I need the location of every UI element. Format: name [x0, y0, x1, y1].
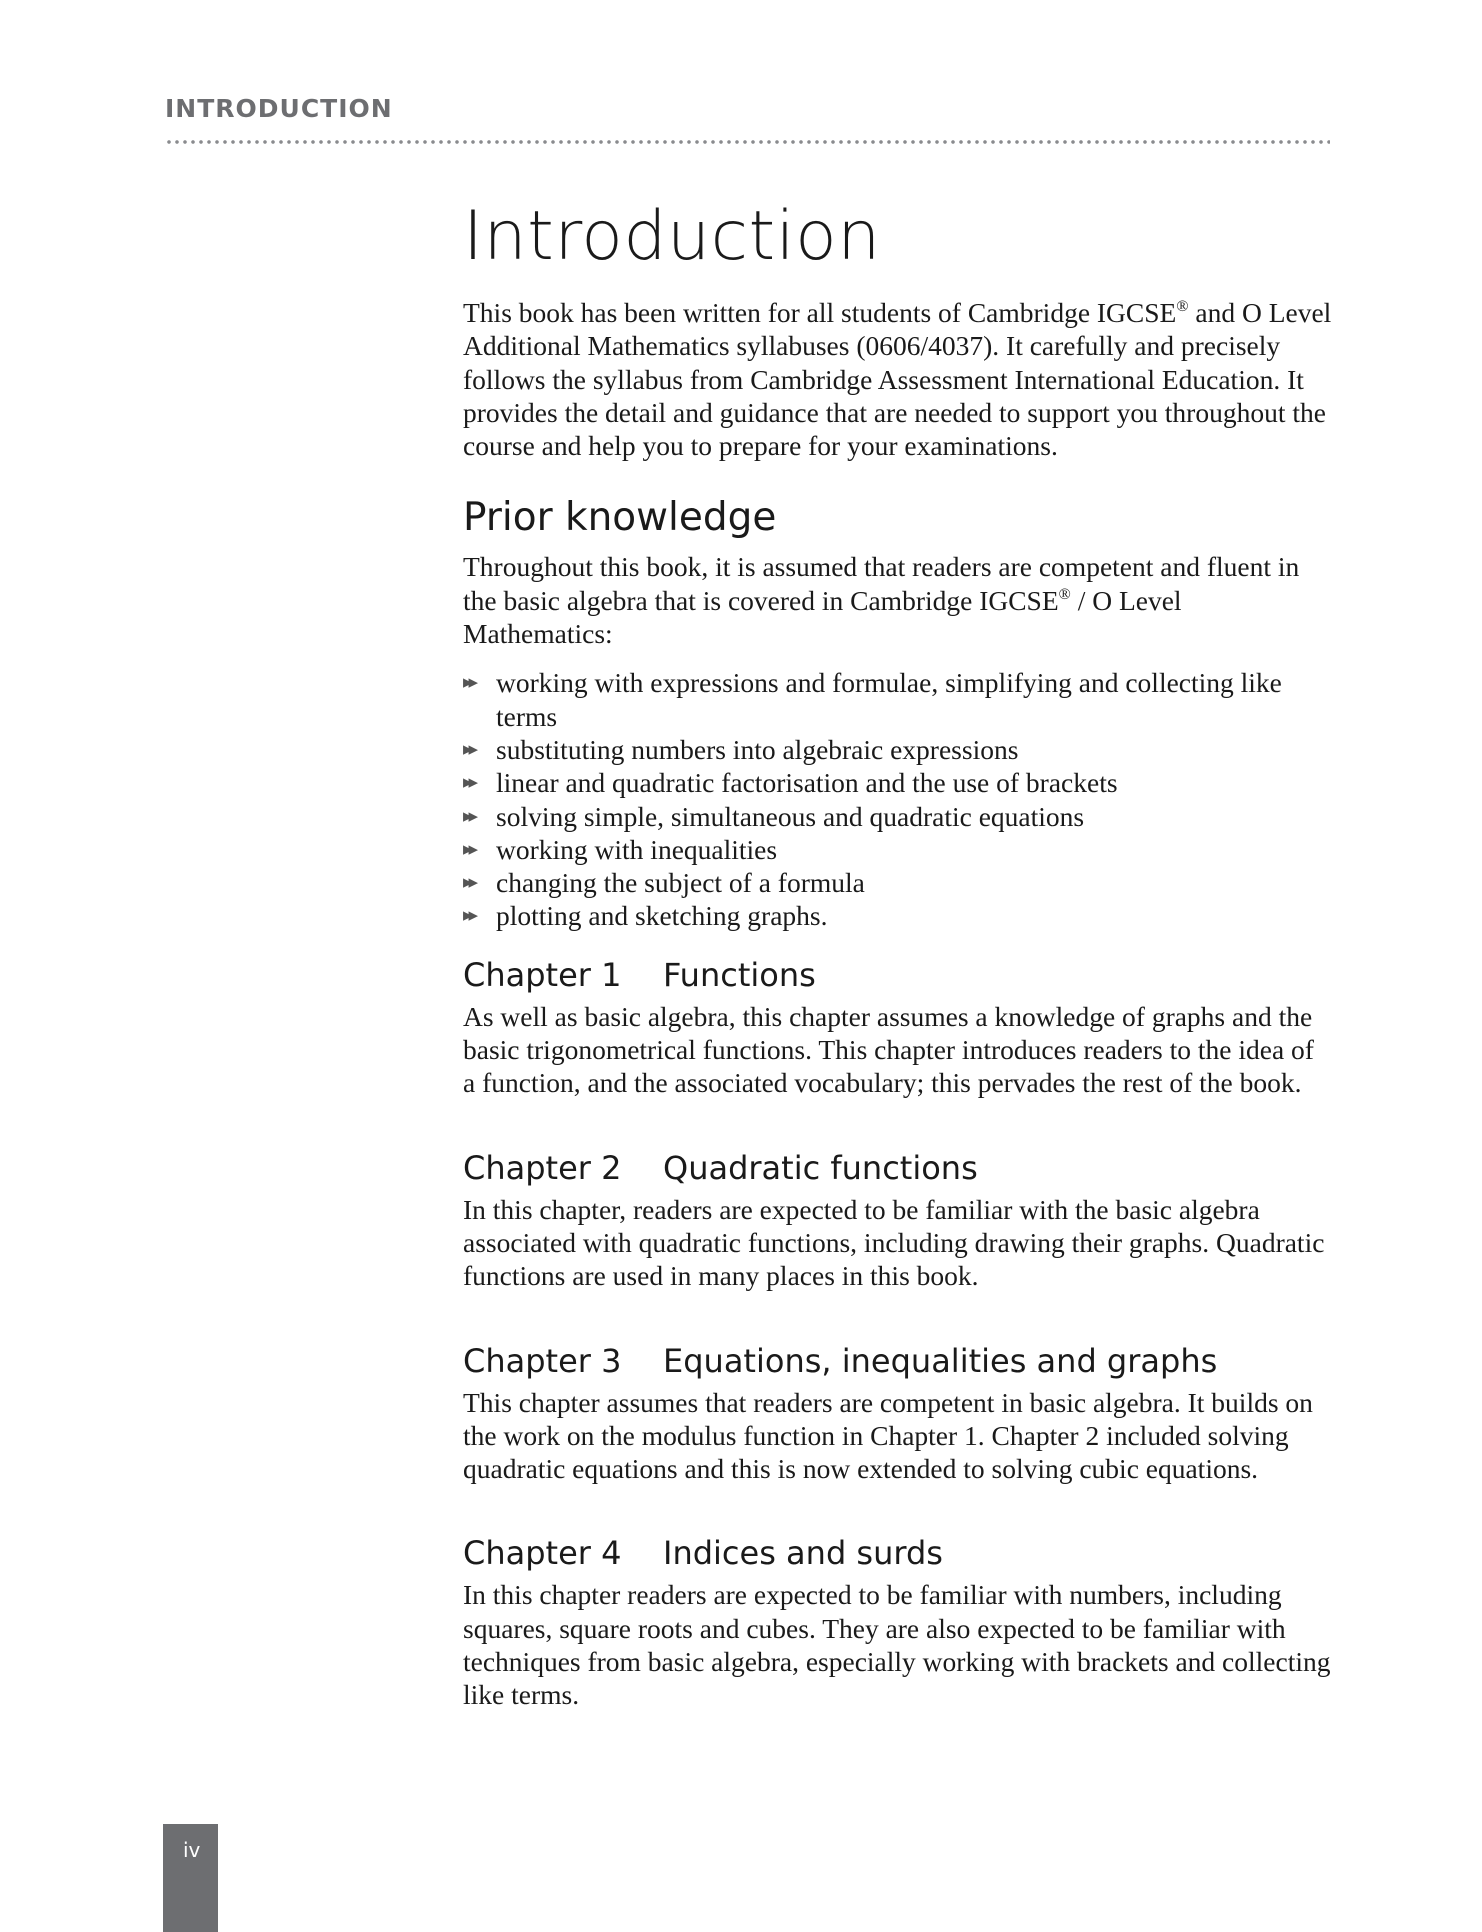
main-content	[463, 190, 1333, 1712]
chapter-4-section	[463, 1531, 1333, 1711]
prior-knowledge-paragraph	[463, 550, 1333, 650]
list-item	[463, 766, 1333, 799]
double-arrow-bullet-icon: ▸▸	[463, 837, 475, 860]
list-item-text: working with inequalities	[496, 833, 778, 865]
double-arrow-bullet-icon: ▸▸	[463, 871, 475, 894]
chapter-description: As well as basic algebra, this chapter assumes a knowledge of graphs and the basic trigonometrical functions. This chapter introduces readers to the idea of a function, and the associated vocabulary; this pervades the rest of the book.	[463, 1000, 1314, 1099]
double-arrow-bullet-icon: ▸▸	[463, 737, 475, 760]
double-arrow-bullet-icon: ▸▸	[463, 671, 475, 694]
registered-mark: ®	[1058, 585, 1071, 603]
chapter-number: Chapter 4	[463, 1534, 622, 1573]
page-number: iv	[183, 1838, 201, 1862]
chapter-title: Equations, inequalities and graphs	[663, 1341, 1218, 1380]
running-head: INTRODUCTION	[165, 94, 393, 123]
chapter-1-section	[463, 953, 1333, 1100]
dotted-rule	[165, 139, 1330, 145]
list-item-text: working with expressions and formulae, simplifying and collecting like terms	[496, 667, 1282, 732]
list-item	[463, 866, 1333, 899]
chapter-heading	[463, 1146, 1333, 1190]
double-arrow-bullet-icon: ▸▸	[463, 904, 475, 927]
list-item	[463, 833, 1333, 866]
prior-knowledge-heading: Prior knowledge	[463, 495, 777, 541]
chapter-number: Chapter 2	[463, 1148, 622, 1187]
list-item	[463, 733, 1333, 766]
chapter-number: Chapter 3	[463, 1341, 622, 1380]
chapter-number: Chapter 1	[463, 955, 622, 994]
prior-knowledge-list	[463, 666, 1333, 932]
list-item-text: substituting numbers into algebraic expressions	[496, 733, 1019, 765]
double-arrow-bullet-icon: ▸▸	[463, 771, 475, 794]
chapter-heading	[463, 1531, 1333, 1575]
intro-paragraph	[463, 296, 1333, 462]
page-number-tab	[163, 1824, 218, 1932]
registered-mark: ®	[1176, 298, 1189, 315]
page-title: Introduction	[463, 197, 881, 276]
chapter-description: In this chapter readers are expected to be familiar with numbers, including squares, square roots and cubes. They are also expected to be familiar with techniques from basic algebra, especially working with brackets and collecting like terms.	[463, 1579, 1331, 1711]
list-item-text: solving simple, simultaneous and quadratic equations	[496, 800, 1085, 832]
chapter-title: Functions	[663, 955, 816, 994]
list-item-text: plotting and sketching graphs.	[496, 900, 828, 932]
intro-text-end: and O Level Additional Mathematics syllabuses (0606/4037). It carefully and precisely follows the syllabus from Cambridge Assessment International Education. It provides the detail and guidance that are needed to support you throughout the course and help you to prepare for your examinations.	[463, 297, 1332, 462]
list-item	[463, 899, 1333, 932]
list-item	[463, 666, 1333, 733]
intro-text-start: This book has been written for all students of Cambridge IGCSE	[463, 297, 1177, 328]
chapter-3-section	[463, 1339, 1333, 1486]
chapter-heading	[463, 953, 1333, 997]
chapter-heading	[463, 1339, 1333, 1383]
list-item	[463, 800, 1333, 833]
chapter-description: This chapter assumes that readers are competent in basic algebra. It builds on the work on the modulus function in Chapter 1. Chapter 2 included solving quadratic equations and this is now extended to solving cubic equations.	[463, 1386, 1313, 1485]
double-arrow-bullet-icon: ▸▸	[463, 804, 475, 827]
chapter-title: Quadratic functions	[663, 1148, 978, 1187]
chapter-2-section	[463, 1146, 1333, 1293]
chapter-title: Indices and surds	[663, 1534, 943, 1573]
chapter-description: In this chapter, readers are expected to be familiar with the basic algebra associated with quadratic functions, including drawing their graphs. Quadratic functions are used in many places in this book.	[463, 1193, 1325, 1292]
prior-text-start: Throughout this book, it is assumed that readers are competent and fluent in the basic algebra that is covered in Cambridge IGCSE	[463, 551, 1300, 616]
prior-text-end: / O Level Mathematics:	[463, 584, 1182, 650]
list-item-text: changing the subject of a formula	[496, 867, 865, 899]
list-item-text: linear and quadratic factorisation and the use of brackets	[496, 767, 1118, 799]
